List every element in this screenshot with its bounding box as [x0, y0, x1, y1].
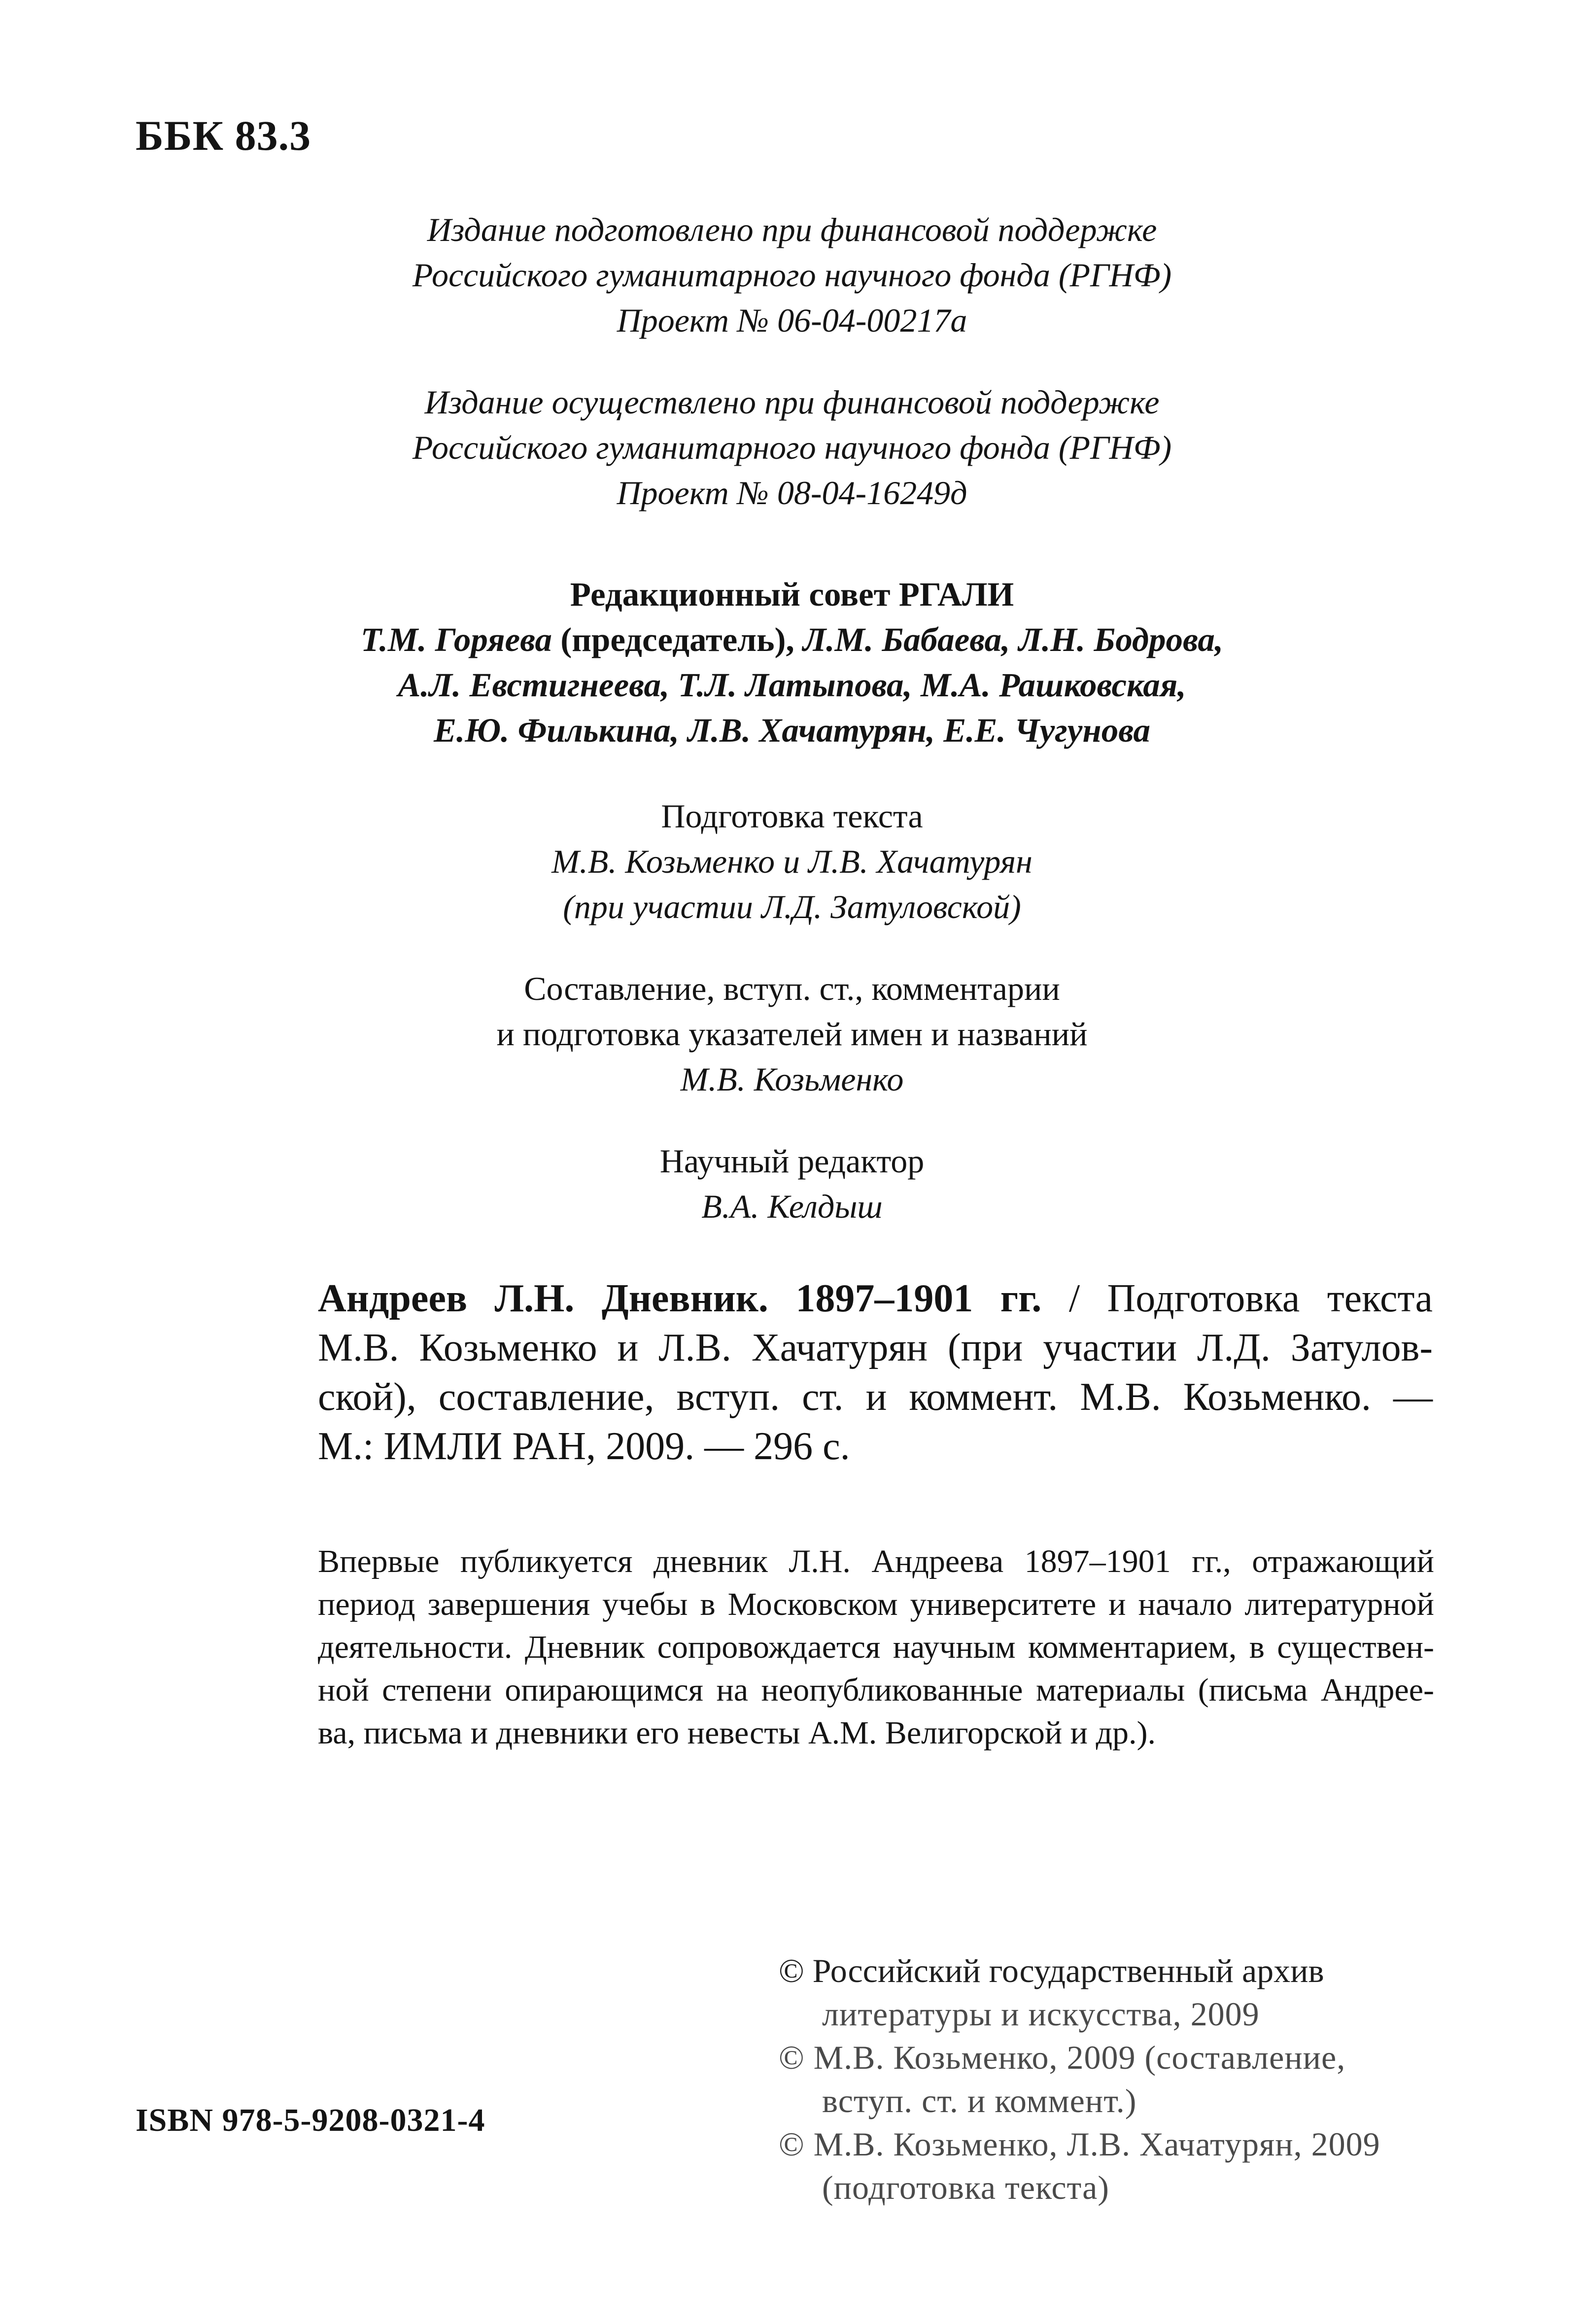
bibliographic-responsibility: / Подготовка текста: [1041, 1277, 1433, 1320]
abstract-line: Впервые публикуется дневник Л.Н. Андреева 1897–1901 гг., отражающий: [318, 1543, 1434, 1579]
funding-project-number: Проект № 06-04-00217а: [617, 302, 967, 339]
editorial-council-members-line: А.Л. Евстигнеева, Т.Л. Латыпова, М.А. Рашковская,: [398, 666, 1186, 704]
funding-note-prep: [0, 207, 1584, 343]
credit-names: В.А. Келдыш: [701, 1188, 883, 1225]
council-chair-role: (председатель),: [551, 621, 803, 658]
bibliographic-line: М.В. Козьменко и Л.В. Хачатурян (при участии Л.Д. Затулов-: [318, 1326, 1433, 1369]
funding-note-publication: [0, 379, 1584, 515]
bibliographic-entry: [318, 1274, 1433, 1471]
text-preparation-credit: [0, 793, 1584, 929]
bibliographic-line: М.: ИМЛИ РАН, 2009. — 296 с.: [318, 1425, 850, 1468]
credit-label: Составление, вступ. ст., комментарии: [524, 970, 1060, 1007]
credit-note: (при участии Л.Д. Затуловской): [563, 888, 1021, 925]
funding-project-number: Проект № 08-04-16249д: [617, 474, 967, 512]
compilation-credit: [0, 966, 1584, 1102]
abstract-line: ва, письма и дневники его невесты А.М. Велигорской и др.).: [318, 1715, 1156, 1751]
isbn: ISBN 978-5-9208-0321-4: [136, 2102, 485, 2138]
bbk-classification: ББК 83.3: [136, 112, 311, 159]
credit-label: Подготовка текста: [661, 797, 923, 835]
editorial-council-heading: Редакционный совет РГАЛИ: [570, 576, 1014, 613]
bibliographic-line: ской), составление, вступ. ст. и коммент. М.В. Козьменко. —: [318, 1375, 1433, 1419]
abstract-line: ной степени опирающимся на неопубликованные материалы (письма Андрее-: [318, 1672, 1434, 1708]
copyright-line: © Российский государственный архив: [779, 1952, 1324, 1989]
editorial-council-members-line: [0, 617, 1584, 662]
funding-note-line: Издание осуществлено при финансовой поддержке: [424, 383, 1160, 421]
scientific-editor-credit: [0, 1138, 1584, 1229]
credit-label: и подготовка указателей имен и названий: [496, 1015, 1088, 1053]
funding-note-line: Российского гуманитарного научного фонда (РГНФ): [412, 256, 1172, 294]
credit-label: Научный редактор: [659, 1142, 925, 1180]
credit-names: М.В. Козьменко и Л.В. Хачатурян: [551, 843, 1033, 880]
copyright-line: литературы и искусства, 2009: [822, 1995, 1260, 2033]
editorial-council-members-line: Е.Ю. Филькина, Л.В. Хачатурян, Е.Е. Чугунова: [433, 712, 1151, 749]
abstract-line: деятельности. Дневник сопровождается научным комментарием, в существен-: [318, 1629, 1434, 1665]
credit-names: М.В. Козьменко: [680, 1060, 904, 1098]
bibliographic-line: [318, 1274, 1433, 1323]
copyright-line: (подготовка текста): [822, 2169, 1109, 2206]
funding-note-line: Издание подготовлено при финансовой поддержке: [427, 211, 1157, 248]
council-members: Л.М. Бабаева, Л.Н. Бодрова,: [802, 621, 1224, 658]
abstract: [318, 1540, 1434, 1754]
copyright-block: [779, 1949, 1419, 2209]
funding-note-line: Российского гуманитарного научного фонда (РГНФ): [412, 429, 1172, 466]
copyright-line: вступ. ст. и коммент.): [822, 2082, 1137, 2119]
council-chair-name: Т.М. Горяева: [360, 621, 552, 658]
editorial-council: [0, 572, 1584, 753]
bibliographic-title: Андреев Л.Н. Дневник. 1897–1901 гг.: [318, 1277, 1042, 1320]
copyright-line: © М.В. Козьменко, Л.В. Хачатурян, 2009: [779, 2125, 1380, 2163]
copyright-line: © М.В. Козьменко, 2009 (составление,: [779, 2039, 1346, 2076]
abstract-line: период завершения учебы в Московском университете и начало литературной: [318, 1586, 1434, 1622]
